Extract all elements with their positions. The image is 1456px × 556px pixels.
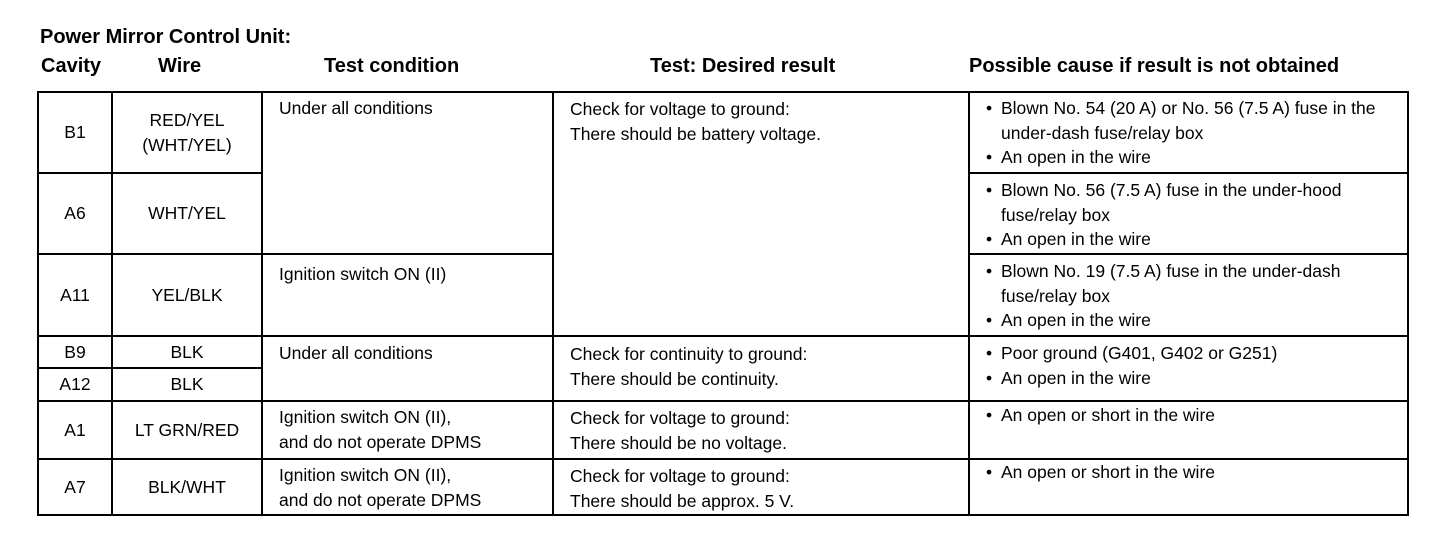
- wire-cell: BLK: [170, 341, 204, 362]
- cause-bullet: • An open in the wire: [977, 308, 1397, 333]
- cause-bullet: • An open or short in the wire: [977, 460, 1397, 485]
- result-line: Check for continuity to ground:: [570, 344, 808, 364]
- table-border-right: [1407, 91, 1409, 516]
- header-wire: Wire: [158, 55, 202, 77]
- header-possible-cause: Possible cause if result is not obtained: [969, 55, 1340, 77]
- cavity-cell: B1: [64, 122, 86, 143]
- wire-cell: BLK: [170, 374, 204, 395]
- column-divider: [552, 91, 554, 516]
- header-cavity: Cavity: [41, 55, 102, 77]
- test-condition-cell: Under all conditions: [279, 98, 433, 118]
- column-divider: [968, 91, 970, 516]
- test-condition-cell: [279, 463, 549, 512]
- possible-cause-cell: [977, 178, 1397, 252]
- header-test-condition: Test condition: [324, 55, 460, 77]
- cavity-cell: A6: [64, 203, 86, 224]
- test-condition-cell: Under all conditions: [279, 343, 433, 363]
- condition-line: Ignition switch ON (II),: [279, 407, 452, 427]
- possible-cause-cell: [977, 96, 1397, 170]
- result-line: There should be no voltage.: [570, 432, 787, 453]
- possible-cause-cell: [977, 341, 1397, 390]
- possible-cause-cell: [977, 259, 1397, 333]
- wire-cell: BLK/WHT: [148, 476, 226, 497]
- test-table: [37, 91, 1409, 516]
- cavity-cell: A12: [59, 374, 91, 395]
- condition-line: and do not operate DPMS: [279, 431, 482, 452]
- cause-bullet: • Blown No. 19 (7.5 A) fuse in the under-dash fuse/relay box: [977, 259, 1397, 308]
- cause-bullet: • Blown No. 54 (20 A) or No. 56 (7.5 A) fuse in the under-dash fuse/relay box: [977, 96, 1397, 145]
- condition-line: and do not operate DPMS: [279, 489, 482, 510]
- row-divider: [968, 253, 1409, 255]
- condition-line: Ignition switch ON (II),: [279, 465, 452, 485]
- cause-bullet: • An open in the wire: [977, 227, 1397, 252]
- wire-cell: [113, 93, 261, 172]
- result-line: Check for voltage to ground:: [570, 99, 790, 119]
- header-desired-result: Test: Desired result: [650, 55, 836, 77]
- result-line: There should be continuity.: [570, 368, 779, 389]
- result-line: There should be battery voltage.: [570, 123, 821, 144]
- possible-cause-cell: [977, 460, 1397, 485]
- page-title: Power Mirror Control Unit:: [40, 26, 292, 48]
- test-condition-cell: Ignition switch ON (II): [279, 264, 447, 284]
- wire-color: RED/YEL: [149, 110, 225, 130]
- cavity-cell: B9: [64, 341, 86, 362]
- result-line: There should be approx. 5 V.: [570, 490, 795, 511]
- cavity-cell: A11: [60, 284, 90, 305]
- result-line: Check for voltage to ground:: [570, 408, 790, 428]
- possible-cause-cell: [977, 403, 1397, 428]
- cavity-cell: A1: [64, 419, 86, 440]
- table-border-bottom: [37, 514, 1409, 516]
- cause-bullet: • Poor ground (G401, G402 or G251): [977, 341, 1397, 366]
- desired-result-cell: [570, 464, 965, 513]
- wire-cell: WHT/YEL: [148, 203, 226, 224]
- cause-bullet: • An open in the wire: [977, 145, 1397, 170]
- wire-cell: LT GRN/RED: [134, 419, 240, 440]
- desired-result-cell: [570, 406, 965, 455]
- cavity-cell: A7: [64, 476, 86, 497]
- row-divider: [968, 172, 1409, 174]
- cause-bullet: • An open or short in the wire: [977, 403, 1397, 428]
- column-divider: [261, 91, 263, 516]
- desired-result-cell: [570, 97, 965, 146]
- result-line: Check for voltage to ground:: [570, 466, 790, 486]
- desired-result-cell: [570, 342, 965, 391]
- test-condition-cell: [279, 405, 549, 454]
- wire-cell: YEL/BLK: [151, 284, 223, 305]
- cause-bullet: • Blown No. 56 (7.5 A) fuse in the under-hood fuse/relay box: [977, 178, 1397, 227]
- wire-color-alt: (WHT/YEL): [142, 134, 232, 155]
- cause-bullet: • An open in the wire: [977, 366, 1397, 391]
